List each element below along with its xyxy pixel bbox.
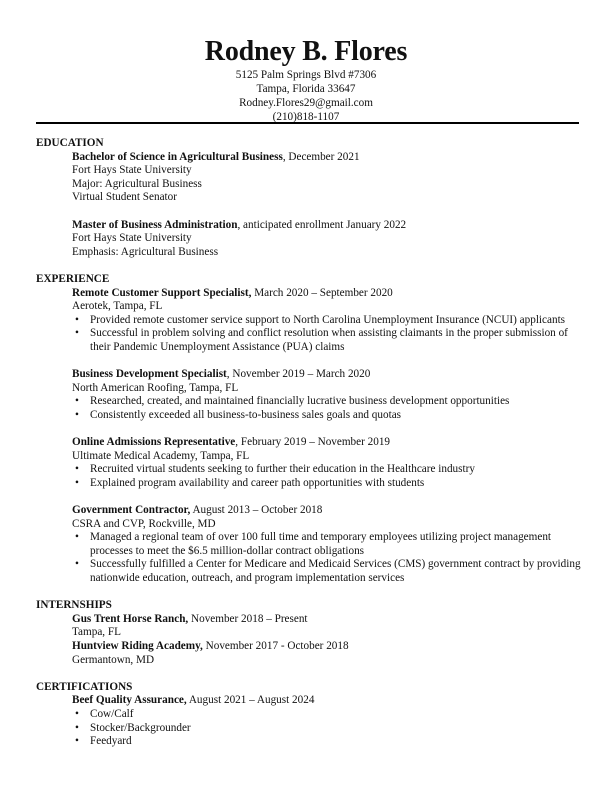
job-date: March 2020 – September 2020 (251, 286, 393, 299)
job-bullet: • Managed a regional team of over 100 full time and temporary employees utilizing project management processes to meet the $6.5 million-dollar contract obligations (36, 531, 581, 558)
resume-header (0, 36, 612, 124)
job-role: Business Development Specialist (72, 368, 227, 381)
job-date: August 2013 – October 2018 (190, 504, 323, 517)
job-entry (36, 368, 581, 422)
address-line: 5125 Palm Springs Blvd #7306 (235, 69, 377, 81)
job-bullet: • Researched, created, and maintained financially lucrative business development opportunities (36, 395, 581, 409)
education-detail: Emphasis: Agricultural Business (72, 245, 219, 258)
job-org: Aerotek, Tampa, FL (72, 300, 163, 313)
degree-title: Master of Business Administration (72, 218, 238, 231)
job-org: CSRA and CVP, Rockville, MD (72, 517, 216, 530)
job-bullet: • Consistently exceeded all business-to-business sales goals and quotas (36, 409, 581, 423)
internship-date: November 2018 – Present (188, 612, 308, 625)
degree-date: , anticipated enrollment January 2022 (237, 218, 407, 231)
education-entry (36, 151, 581, 205)
education-detail: Fort Hays State University (72, 232, 192, 245)
experience-heading: EXPERIENCE (36, 272, 110, 285)
job-bullet: • Successfully fulfilled a Center for Medicare and Medicaid Services (CMS) government contract by providing nationwide education, outreach, and program implementation services (36, 558, 581, 585)
city-line: Tampa, Florida 33647 (256, 83, 356, 95)
certification-bullet: • Cow/Calf (36, 708, 581, 722)
internship-date: November 2017 - October 2018 (202, 639, 349, 652)
internship-location: Tampa, FL (72, 626, 121, 639)
certification-entry (36, 694, 581, 708)
job-bullet: • Successful in problem solving and conflict resolution when assisting claimants in the proper submission of their Pandemic Unemployment Assistance (PUA) claims (36, 327, 581, 354)
internship-name: Huntview Riding Academy, (72, 639, 203, 652)
internship-entry (36, 613, 581, 640)
certification-bullet: • Feedyard (36, 735, 581, 749)
education-detail: Virtual Student Senator (72, 191, 177, 204)
education-entry (36, 219, 581, 260)
certification-name: Beef Quality Assurance, (72, 694, 187, 707)
job-bullet: • Explained program availability and career path opportunities with students (36, 477, 581, 491)
job-role: Government Contractor, (72, 504, 191, 517)
job-date: , November 2019 – March 2020 (226, 368, 371, 381)
email-line: Rodney.Flores29@gmail.com (239, 97, 373, 109)
education-heading: EDUCATION (36, 137, 104, 149)
job-role: Remote Customer Support Specialist, (72, 286, 252, 299)
job-org: North American Roofing, Tampa, FL (72, 381, 239, 394)
job-role: Online Admissions Representative (72, 436, 236, 449)
resume-body (36, 137, 581, 749)
job-entry (36, 287, 581, 355)
candidate-name: Rodney B. Flores (204, 36, 408, 67)
certification-date: August 2021 – August 2024 (186, 694, 315, 707)
internship-name: Gus Trent Horse Ranch, (72, 612, 189, 625)
education-detail: Fort Hays State University (72, 164, 192, 177)
internship-entry (36, 640, 581, 667)
job-org: Ultimate Medical Academy, Tampa, FL (72, 449, 250, 462)
job-date: , February 2019 – November 2019 (235, 436, 391, 449)
job-bullet: • Recruited virtual students seeking to further their education in the Healthcare industry (36, 463, 581, 477)
degree-date: , December 2021 (282, 150, 360, 163)
job-entry (36, 436, 581, 490)
certifications-heading: CERTIFICATIONS (36, 680, 133, 693)
job-entry (36, 504, 581, 586)
certification-bullet: • Stocker/Backgrounder (36, 722, 581, 736)
header-divider (36, 122, 579, 124)
education-detail: Major: Agricultural Business (72, 177, 202, 190)
job-bullet: • Provided remote customer service support to North Carolina Unemployment Insurance (NCUI) applicants (36, 314, 581, 328)
degree-title: Bachelor of Science in Agricultural Business (72, 150, 283, 163)
phone-line: (210)818-1107 (272, 111, 340, 123)
internship-location: Germantown, MD (72, 653, 155, 666)
internships-heading: INTERNSHIPS (36, 599, 112, 612)
